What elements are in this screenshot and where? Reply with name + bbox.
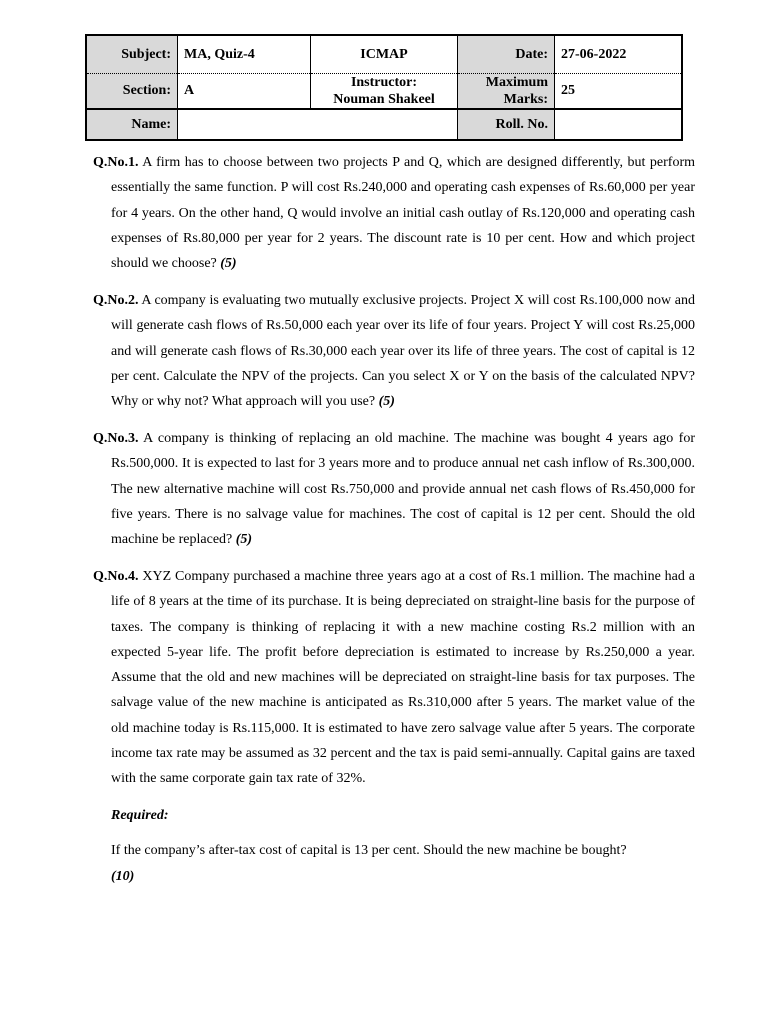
question-1 (93, 150, 695, 276)
header-row-1 (86, 35, 682, 74)
question-text: A company is evaluating two mutually exclusive projects. Project X will cost Rs.100,000 now and will generate cash flows of Rs.50,000 each year over its life of four years. Project Y will cost Rs.25,000 and will generate cash flows of Rs.30,000 each year over its life of three years. The cost of capital is 12 per cent. Calculate the NPV of the projects. Can you select X or Y on the basis of the calculated NPV? Why or why not? What approach will you use? (111, 292, 695, 410)
required-marks: (10) (111, 868, 135, 884)
question-number: Q.No.2. (93, 292, 139, 308)
header-row-3 (86, 109, 682, 140)
question-marks: (5) (378, 394, 395, 410)
name-label: Name: (86, 109, 178, 140)
max-marks-label (458, 74, 555, 110)
question-marks: (5) (235, 532, 253, 548)
roll-field[interactable] (555, 109, 683, 140)
roll-label: Roll. No. (458, 109, 555, 140)
instructor-cell (311, 74, 458, 110)
required-heading: Required: (111, 808, 169, 824)
question-4 (93, 564, 695, 792)
required-question: If the company’s after-tax cost of capital is 13 per cent. Should the new machine be bought? (111, 843, 627, 859)
question-text: A firm has to choose between two projects P and Q, which are designed differently, but perform essentially the same function. P will cost Rs.240,000 and operating cash expenses of Rs.60,000 per year for 4 years. On the other hand, Q would involve an initial cash outlay of Rs.120,000 and operating cash expenses of Rs.80,000 per year for 2 years. The discount rate is 10 per cent. How and which project should we choose? (111, 155, 695, 272)
question-text: XYZ Company purchased a machine three years ago at a cost of Rs.1 million. The machine had a life of 8 years at the time of its purchase. It is being depreciated on straight-line basis for the purpose of taxes. The company is thinking of replacing it with a new machine costing Rs.2 million with an expected 5-year life. The profit before depreciation is estimated to increase by Rs.250,000 a year. Assume that the old and new machines will be depreciated on straight-line basis for tax purposes. The salvage value of the new machine is anticipated as Rs.310,000 after 5 years. The market value of the old machine today is Rs.115,000. It is estimated to have zero salvage value after 5 years. The corporate income tax rate may be assumed as 32 percent and the tax is paid semi-annually. Capital gains are taxed with the same corporate gain tax rate of 32%. (111, 568, 695, 787)
instructor-label: Instructor: (350, 75, 418, 90)
question-2 (93, 288, 695, 414)
question-number: Q.No.1. (93, 155, 139, 170)
subject-label: Subject: (86, 35, 178, 74)
subject-value: MA, Quiz-4 (178, 35, 311, 74)
question-number: Q.No.3. (93, 430, 139, 446)
date-label: Date: (458, 35, 555, 74)
question-text: A company is thinking of replacing an old machine. The machine was bought 4 years ago for Rs.500,000. It is expected to last for 3 years more and to produce annual net cash inflow of Rs.300,000. The new alternative machine will cost Rs.750,000 and provide annual net cash flows of Rs.450,000 for five years. There is no salvage value for machines. The cost of capital is 12 per cent. Should the old machine be replaced? (111, 430, 695, 548)
header-table (85, 34, 683, 141)
required-text (111, 838, 631, 889)
max-marks-value: 25 (555, 74, 683, 110)
date-value: 27-06-2022 (555, 35, 683, 74)
question-marks: (5) (220, 256, 237, 272)
instructor-name: Nouman Shakeel (333, 92, 435, 107)
name-field[interactable] (178, 109, 458, 140)
section-label: Section: (86, 74, 178, 110)
section-value: A (178, 74, 311, 110)
question-3 (93, 426, 695, 552)
max-marks-label-line-1: Maximum (485, 75, 548, 90)
question-number: Q.No.4. (93, 568, 139, 584)
max-marks-label-line-2: Marks: (503, 92, 548, 107)
questions-section (93, 150, 695, 889)
header-row-2 (86, 74, 682, 110)
org-name: ICMAP (311, 35, 458, 74)
